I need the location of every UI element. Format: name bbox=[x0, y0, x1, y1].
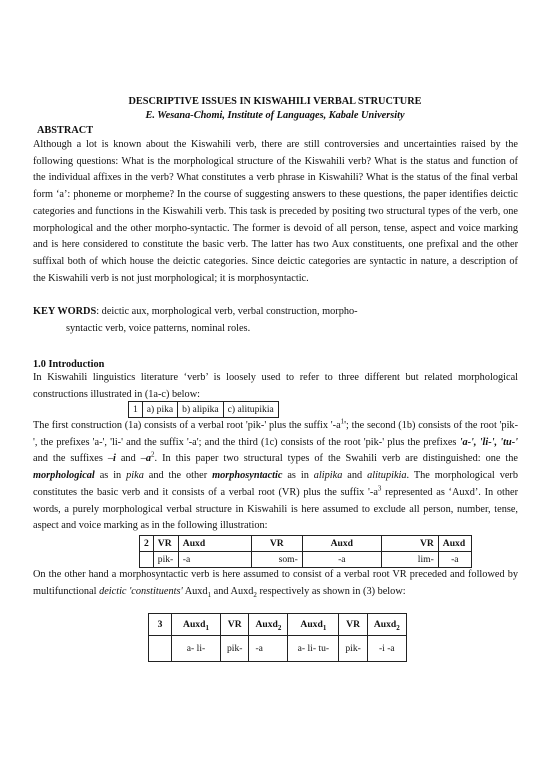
table-cell: b) alipika bbox=[178, 402, 224, 418]
keywords-line-2: syntactic verb, voice patterns, nominal roles. bbox=[66, 322, 251, 334]
example-table-2 bbox=[139, 535, 472, 568]
table-cell: a) pika bbox=[142, 402, 177, 418]
table-cell: VR bbox=[381, 536, 438, 552]
table-row bbox=[140, 536, 472, 552]
table-cell: Auxd bbox=[438, 536, 471, 552]
intro-text: In Kiswahili linguistics literature ‘verb’ is loosely used to refer to three different but related morphological constructions illustrated in (1a-c) below: bbox=[33, 372, 518, 400]
author-line: E. Wesana-Chomi, Institute of Languages, Kabale University bbox=[145, 110, 405, 121]
example-table-1 bbox=[128, 401, 279, 418]
table-cell: pik- bbox=[153, 552, 178, 568]
table-row bbox=[149, 636, 407, 662]
table-cell: Auxd$_2$ bbox=[249, 614, 288, 636]
table-cell: Auxd bbox=[302, 536, 381, 552]
paper-title: DESCRIPTIVE ISSUES IN KISWAHILI VERBAL STRUCTURE bbox=[128, 96, 422, 107]
table-cell bbox=[149, 636, 172, 662]
table-cell: Auxd$_1$ bbox=[288, 614, 339, 636]
table-cell: VR bbox=[251, 536, 302, 552]
table-cell bbox=[140, 552, 154, 568]
footnote-ref: 3 bbox=[377, 484, 382, 493]
table-cell: pik- bbox=[339, 636, 367, 662]
body-paragraph-3: On the other hand a morphosyntactic verb is here assumed to consist of a verbal root VR preceded and followed by multifunctional deictic 'constituents' Auxd$_1$ and Auxd$_2$ respectively as shown in (3) below: bbox=[33, 569, 518, 599]
table-cell: c) alitupikia bbox=[223, 402, 278, 418]
table-cell: VR bbox=[339, 614, 367, 636]
keywords-label: KEY WORDS bbox=[33, 306, 97, 317]
table-cell: VR bbox=[153, 536, 178, 552]
table-cell: Auxd bbox=[178, 536, 251, 552]
keywords bbox=[33, 304, 518, 337]
table-cell: a- li- bbox=[172, 636, 221, 662]
table-cell: som- bbox=[251, 552, 302, 568]
table-cell: VR bbox=[221, 614, 249, 636]
intro-heading: 1.0 Introduction bbox=[33, 359, 105, 370]
table-cell: Auxd$_1$ bbox=[172, 614, 221, 636]
table-cell: -a bbox=[302, 552, 381, 568]
table-row bbox=[149, 614, 407, 636]
table-cell: -i -a bbox=[367, 636, 406, 662]
footnote-ref: 2 bbox=[151, 450, 155, 459]
table-cell: lim- bbox=[381, 552, 438, 568]
table-cell: 3 bbox=[149, 614, 172, 636]
table-row bbox=[129, 402, 279, 418]
table-cell: -a bbox=[438, 552, 471, 568]
table-cell: Auxd$_2$ bbox=[367, 614, 406, 636]
footnote-ref: 1 bbox=[340, 417, 345, 426]
body-paragraph-2: The first construction (1a) consists of a verbal root 'pik-' plus the suffix '$-a^1$'; the second (1b) consists of the root 'pik-', the prefixes 'a-', 'li-' and the suffix '-a'; and the third (1c) consists of the root 'pik-' plus the prefixes 'a-', 'li-', 'tu-' and the suffixes –i and $-a^2$. In this paper two structural types of the Swahili verb are distinguished: one the morphological as in pika and the other morphosyntactic as in alipika and alitupikia. The morphological verb constitutes the basic verb and it consists of a verbal root (VR) plus the suffix '$-a^3$ represented as ‘Auxd’. In other words, a purely morphological verbal structure in Kiswahili is here assumed to exclude all person, number, tense, aspect and voice marking as in the following illustration: bbox=[33, 417, 519, 532]
abstract-heading: ABSTRACT bbox=[37, 125, 94, 136]
table-cell: 2 bbox=[140, 536, 154, 552]
table-cell: 1 bbox=[129, 402, 143, 418]
table-row bbox=[140, 552, 472, 568]
table-cell: pik- bbox=[221, 636, 249, 662]
table-cell: -a bbox=[178, 552, 251, 568]
table-cell: -a bbox=[249, 636, 288, 662]
abstract-text: Although a lot is known about the Kiswahili verb, there are still controversies and uncertainties raised by the following questions: What is the morphological structure of the Kiswahili verb? What is the status and function of the individual affixes in the verb? What constitutes a verb phrase in Kiswahili? What is the status of the final verbal form ‘a’: phoneme or morpheme? In the course of suggesting answers to these questions, the paper identifies deictic categories and functions in the Kiswahili verb. This task is preceded by positing two structural types of the verb, one morphological and the other morpho-syntactic. The former is devoid of all person, tense, aspect and voice marking and is here considered to constitute the basic verb. The latter has two Aux constituents, one prefixal and the other suffixal both of which house the deictic categories. Since deictic categories are syntactic in nature, a description of the Kiswahili verb is not just morphological; it is morphosyntactic. bbox=[33, 139, 518, 284]
keywords-line-1: : deictic aux, morphological verb, verbal construction, morpho- bbox=[96, 306, 358, 317]
table-cell: a- li- tu- bbox=[288, 636, 339, 662]
example-table-3 bbox=[148, 613, 407, 662]
